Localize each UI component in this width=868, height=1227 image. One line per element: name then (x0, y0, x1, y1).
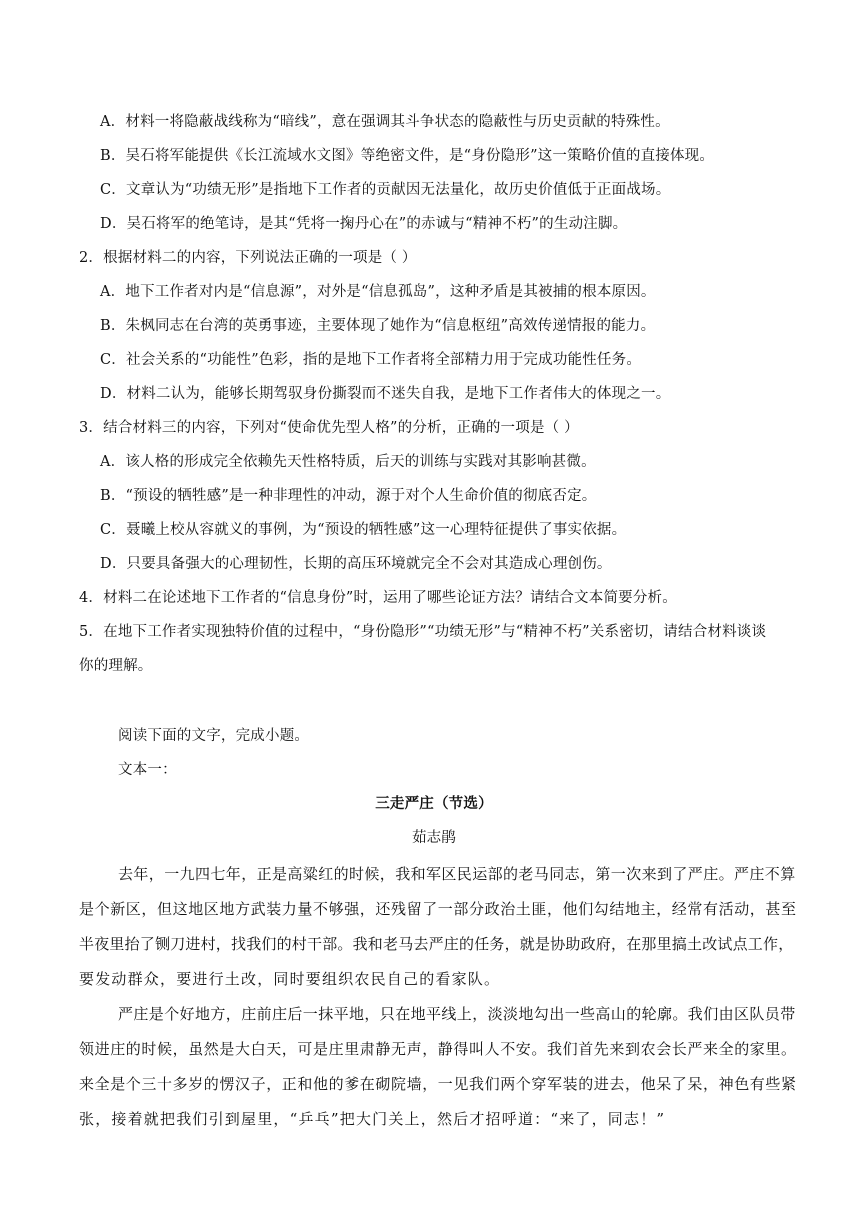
paragraph-2-line-4: 张，接着就把我们引到屋里，“乒乓”把大门关上，然后才招呼道：“来了，同志！” (79, 1110, 666, 1128)
paragraph-2-line-3: 来全是个三十多岁的愣汉子，正和他的爹在砌院墙，一见我们两个穿军装的进去，他呆了呆，神色有些紧 (79, 1075, 797, 1093)
paragraph-1-line-4: 要发动群众，要进行土改，同时要组织农民自己的看家队。 (79, 970, 501, 988)
q2-option-b: B．朱枫同志在台湾的英勇事迹，主要体现了她作为“信息枢纽”高效传递情报的能力。 (100, 318, 656, 334)
q2-option-d: D．材料二认为，能够长期驾驭身份撕裂而不迷失自我，是地下工作者伟大的体现之一。 (100, 386, 671, 402)
paragraph-2-line-1: 严庄是个好地方，庄前庄后一抹平地，只在地平线上，淡淡地勾出一些高山的轮廓。我们由区队员带 (118, 1005, 796, 1023)
q1-option-c: C．文章认为“功绩无形”是指地下工作者的贡献因无法量化，故历史价值低于正面战场。 (100, 182, 671, 198)
question-4: 4．材料二在论述地下工作者的“信息身份”时，运用了哪些论证方法？请结合文本简要分析。 (79, 590, 677, 606)
q1-option-a: A．材料一将隐蔽战线称为“暗线”，意在强调其斗争状态的隐蔽性与历史贡献的特殊性。 (100, 114, 670, 130)
paragraph-1-line-2: 是个新区，但这地区地方武装力量不够强，还残留了一部分政治土匪，他们勾结地主，经常有活动，甚至 (79, 900, 797, 918)
reading-instruction: 阅读下面的文字，完成小题。 (118, 728, 310, 744)
q2-option-c: C．社会关系的“功能性”色彩，指的是地下工作者将全部精力用于完成功能性任务。 (100, 352, 642, 368)
q2-option-a: A．地下工作者对内是“信息源”，对外是“信息孤岛”，这种矛盾是其被捕的根本原因。 (100, 284, 656, 300)
paragraph-2-line-2: 领进庄的时候，虽然是大白天，可是庄里肃静无声，静得叫人不安。我们首先来到农会长严来全的家里。 (79, 1040, 797, 1058)
q1-option-d: D．吴石将军的绝笔诗，是其“凭将一掬丹心在”的赤诚与“精神不朽”的生动注脚。 (100, 216, 628, 232)
paragraph-1-line-1: 去年，一九四七年，正是高粱红的时候，我和军区民运部的老马同志，第一次来到了严庄。严庄不算 (118, 865, 796, 883)
q3-option-d: D．只要具备强大的心理韧性，长期的高压环境就完全不会对其造成心理创伤。 (100, 556, 612, 572)
q3-option-c: C．聂曦上校从容就义的事例，为“预设的牺牲感”这一心理特征提供了事实依据。 (100, 522, 627, 538)
passage-title: 三走严庄（节选） (375, 795, 493, 812)
q3-option-b: B．“预设的牺牲感”是一种非理性的冲动，源于对个人生命价值的彻底否定。 (100, 488, 597, 504)
passage-author: 茹志鹃 (411, 830, 457, 846)
paragraph-1-line-3: 半夜里抬了铡刀进村，找我们的村干部。我和老马去严庄的任务，就是协助政府，在那里搞土改试点工作， (79, 935, 794, 953)
question-5-line-2: 你的理解。 (79, 658, 153, 674)
q3-option-a: A．该人格的形成完全依赖先天性格特质，后天的训练与实践对其影响甚微。 (100, 454, 596, 470)
question-2-stem: 2．根据材料二的内容，下列说法正确的一项是（ ） (79, 250, 417, 266)
question-5-line-1: 5．在地下工作者实现独特价值的过程中，“身份隐形”“功绩无形”与“精神不朽”关系密切，请结合材料谈谈 (79, 624, 767, 640)
question-3-stem: 3．结合材料三的内容，下列对“使命优先型人格”的分析，正确的一项是（ ） (79, 420, 579, 436)
q1-option-b: B．吴石将军能提供《长江流域水文图》等绝密文件，是“身份隐形”这一策略价值的直接体现。 (100, 148, 715, 164)
text-label: 文本一： (118, 762, 177, 778)
